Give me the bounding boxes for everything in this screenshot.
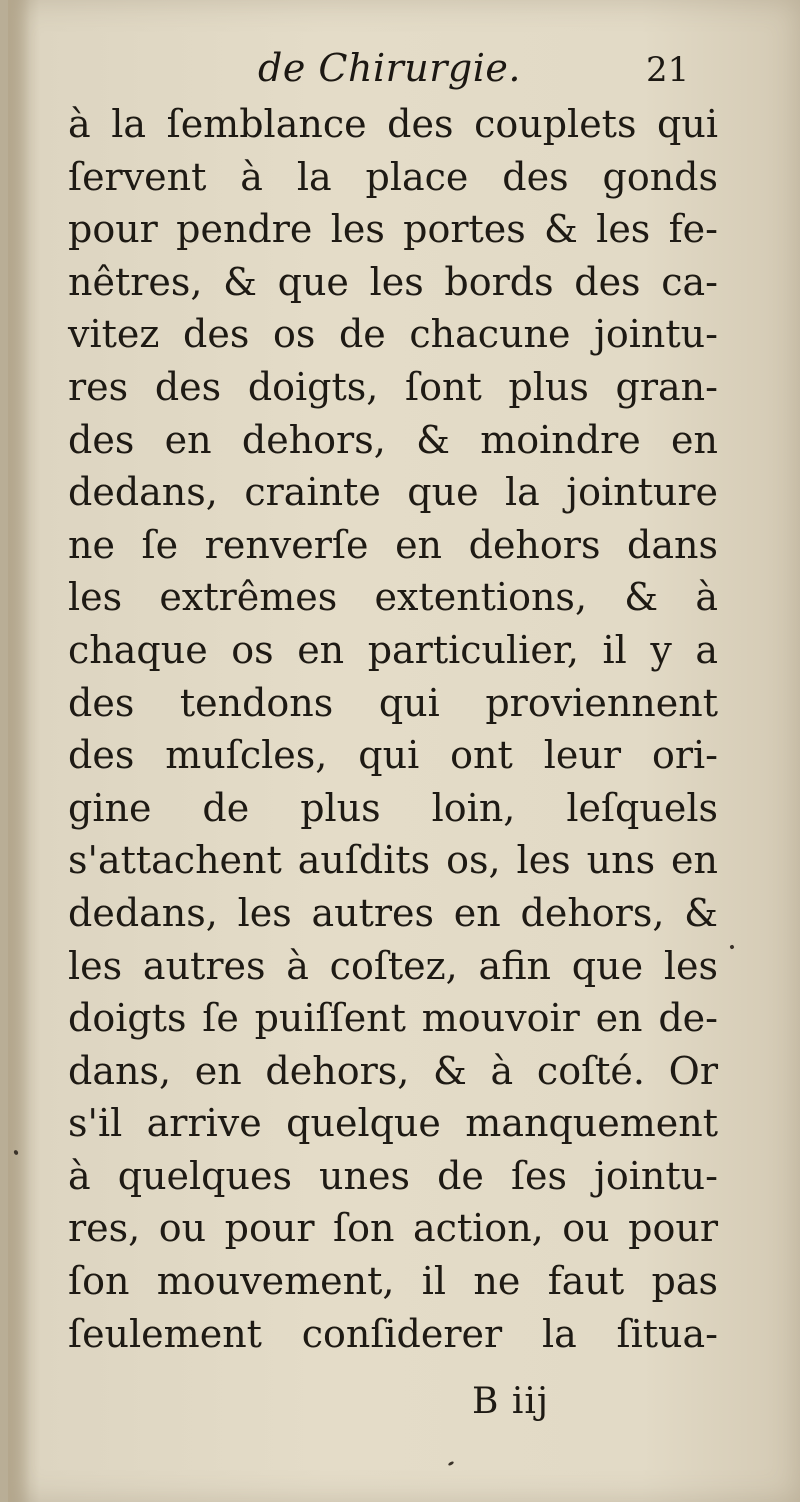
- text-line: nêtres, & que les bords des ca-: [68, 259, 718, 304]
- body-text: [68, 98, 718, 1360]
- page-number: 21: [646, 50, 690, 90]
- text-line: dedans, les autres en dehors, &: [68, 890, 718, 935]
- text-line: des en dehors, & moindre en: [68, 417, 718, 462]
- text-line: des muſcles, qui ont leur ori-: [68, 733, 718, 778]
- text-line: les extrêmes extentions, & à: [68, 575, 718, 620]
- text-line: à quelques unes de ſes jointu-: [68, 1153, 718, 1198]
- text-line: ſeulement conſiderer la ſitua-: [68, 1311, 718, 1356]
- text-line: dans, en dehors, & à coſté. Or: [68, 1048, 718, 1093]
- ink-speck: [729, 944, 734, 949]
- text-line: s'il arrive quelque manquement: [68, 1101, 718, 1146]
- text-line: doigts ſe puiſſent mouvoir en de-: [68, 996, 718, 1041]
- ink-speck: [13, 1149, 19, 1155]
- ink-speck: [448, 1461, 455, 1467]
- text-line: vitez des os de chacune jointu-: [68, 312, 718, 357]
- book-page: [8, 0, 800, 1502]
- text-line: res, ou pour ſon action, ou pour: [68, 1206, 718, 1251]
- text-line: les autres à coſtez, afin que les: [68, 943, 718, 988]
- text-line: res des doigts, ſont plus gran-: [68, 364, 718, 409]
- text-line: ſervent à la place des gonds: [68, 154, 718, 199]
- text-line: à la ſemblance des couplets qui: [68, 102, 718, 146]
- text-line: gine de plus loin, leſquels: [68, 785, 718, 830]
- text-line: pour pendre les portes & les fe-: [68, 207, 718, 252]
- text-line: ne ſe renverſe en dehors dans: [68, 522, 718, 567]
- running-head: [8, 42, 800, 102]
- text-line: s'attachent auſdits os, les uns en: [68, 838, 718, 883]
- text-line: ſon mouvement, il ne faut pas: [68, 1259, 718, 1304]
- running-title: de Chirurgie.: [258, 46, 521, 90]
- text-line: chaque os en particulier, il y a: [68, 627, 718, 672]
- text-line: dedans, crainte que la jointure: [68, 470, 718, 515]
- text-line: des tendons qui proviennent: [68, 680, 718, 725]
- signature-mark: B iij: [472, 1381, 550, 1422]
